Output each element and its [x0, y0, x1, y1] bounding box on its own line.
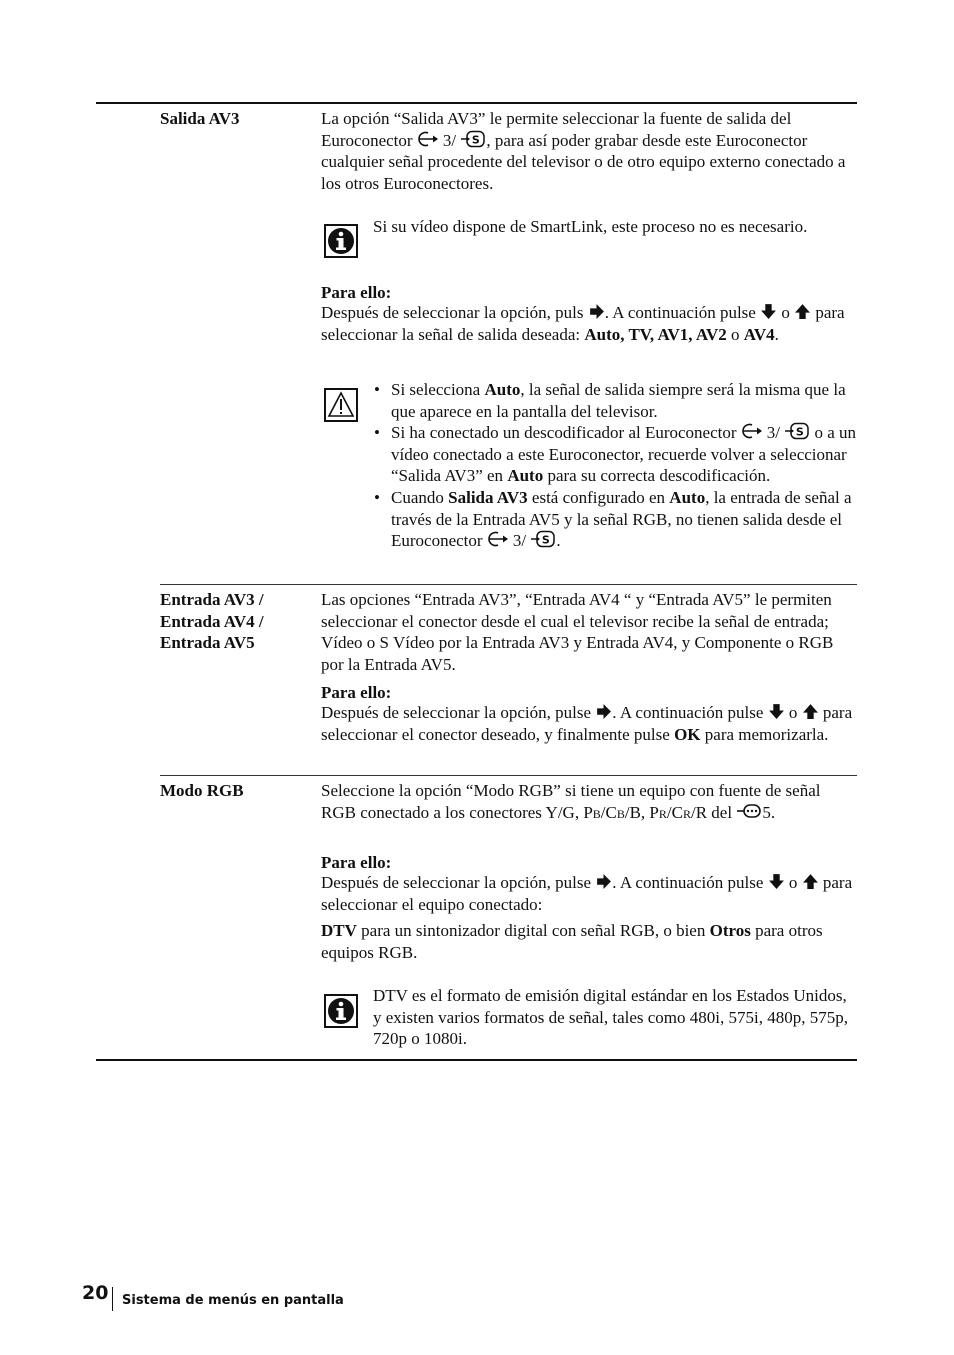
- entrada-steps: Después de seleccionar la opción, pulse . A continuación pulse o para seleccionar el conector deseado, y finalmente pulse OK para memorizarla.: [321, 703, 853, 744]
- top-rule: [96, 102, 857, 104]
- footer-divider: [112, 1287, 113, 1311]
- arrow-right-icon: [595, 703, 612, 720]
- section-label-modo-rgb: Modo RGB: [160, 781, 244, 800]
- s-video-icon: [460, 130, 486, 148]
- s-video-icon: [530, 530, 556, 548]
- s-video-icon: [784, 422, 810, 440]
- list-item: • Si ha conectado un descodificador al Euroconector 3/ o a un vídeo conectado a este Euroconector, recuerde volver a seleccionar “Salida AV3” en Auto para su correcta descodificación.: [373, 422, 857, 487]
- arrow-down-icon: [768, 873, 785, 890]
- arrow-up-icon: [802, 703, 819, 720]
- scart-input-icon: [741, 422, 767, 440]
- info-icon: [324, 224, 358, 258]
- arrow-down-icon: [768, 703, 785, 720]
- warning-bullet-list: [373, 379, 857, 552]
- list-item: • Cuando Salida AV3 está configurado en Auto, la entrada de señal a través de la Entrada AV5 y la señal RGB, no tienen salida desde el Euroconector 3/ .: [373, 487, 857, 552]
- para-ello-heading: Para ello:: [321, 283, 392, 302]
- smartlink-note: Si su vídeo dispone de SmartLink, este proceso no es necesario.: [373, 217, 808, 236]
- section-divider: [160, 584, 857, 585]
- section-divider: [160, 775, 857, 776]
- salida-av3-steps: Después de seleccionar la opción, puls . A continuación pulse o para seleccionar la señal de salida deseada: Auto, TV, AV1, AV2 o AV4.: [321, 303, 845, 344]
- warning-icon: [324, 388, 358, 422]
- component-input-icon: [736, 802, 762, 820]
- bottom-rule: [96, 1059, 857, 1061]
- list-item: • Si selecciona Auto, la señal de salida siempre será la misma que la que aparece en la pantalla del televisor.: [373, 379, 857, 422]
- page-number: 20: [82, 1282, 109, 1304]
- para-ello-heading: Para ello:: [321, 853, 392, 872]
- arrow-right-icon: [595, 873, 612, 890]
- arrow-down-icon: [760, 303, 777, 320]
- modo-rgb-options: DTV para un sintonizador digital con señal RGB, o bien Otros para otros equipos RGB.: [321, 921, 823, 962]
- section-label-entrada: Entrada AV3 / Entrada AV4 / Entrada AV5: [160, 590, 264, 653]
- section-label-salida-av3: Salida AV3: [160, 109, 240, 128]
- entrada-intro: Las opciones “Entrada AV3”, “Entrada AV4 “ y “Entrada AV5” le permiten seleccionar el conector desde el cual el televisor recibe la señal de entrada; Vídeo o S Vídeo por la Entrada AV3 y Entrada AV4, y Componente o RGB por la Entrada AV5.: [321, 590, 834, 674]
- para-ello-heading: Para ello:: [321, 683, 392, 702]
- arrow-up-icon: [802, 873, 819, 890]
- salida-av3-intro: La opción “Salida AV3” le permite seleccionar la fuente de salida del Euroconector 3/ , para así poder grabar desde este Euroconector cualquier señal procedente del televisor o de otro equipo externo conectado a los otros Euroconectores.: [321, 109, 846, 193]
- modo-rgb-intro: Seleccione la opción “Modo RGB” si tiene un equipo con fuente de señal RGB conectado a los conectores Y/G, PB/CB/B, PR/CR/R del 5.: [321, 781, 821, 822]
- footer-section-title: Sistema de menús en pantalla: [122, 1293, 344, 1308]
- scart-input-icon: [417, 130, 443, 148]
- scart-input-icon: [487, 530, 513, 548]
- arrow-up-icon: [794, 303, 811, 320]
- modo-rgb-steps: Después de seleccionar la opción, pulse . A continuación pulse o para seleccionar el equipo conectado:: [321, 873, 853, 914]
- dtv-note: DTV es el formato de emisión digital estándar en los Estados Unidos, y existen varios formatos de señal, tales como 480i, 575i, 480p, 575p, 720p o 1080i.: [373, 986, 848, 1049]
- info-icon: [324, 994, 358, 1028]
- arrow-right-icon: [588, 303, 605, 320]
